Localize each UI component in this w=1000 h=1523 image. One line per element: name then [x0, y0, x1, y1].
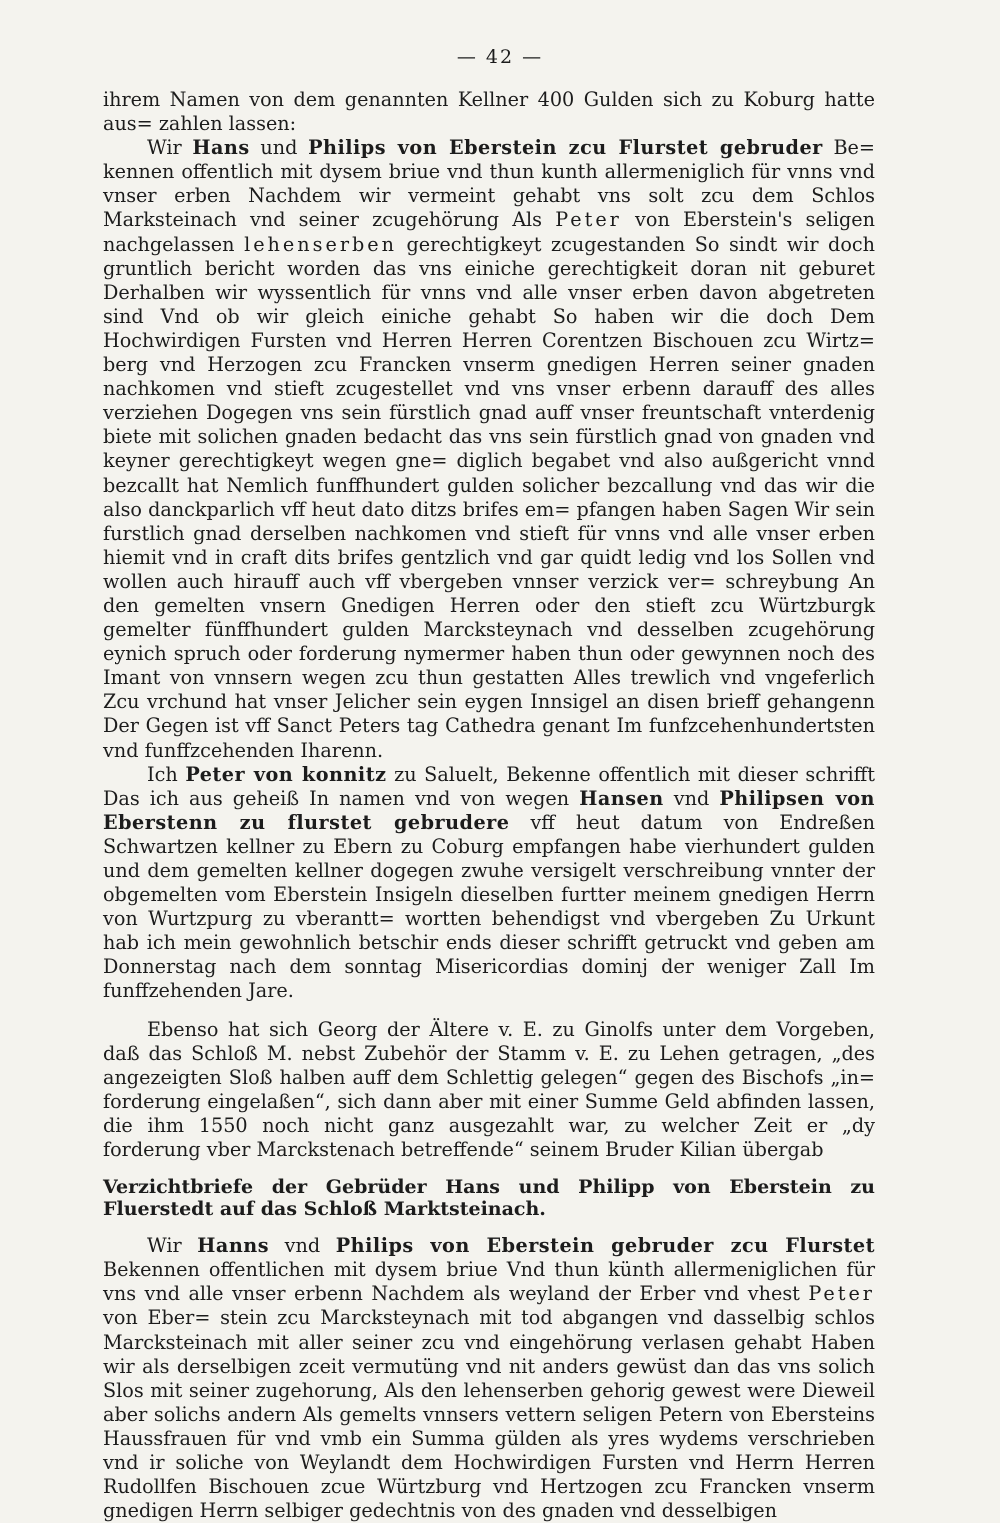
text-run: vnd [269, 1234, 336, 1258]
text-run: Ebenso hat sich Georg der Ältere v. E. zu Ginolfs unter dem Vorgeben, daß das Schloß M. nebst Zubehör der Stamm v. E. zu Lehen getragen, „des angezeigten Sloß halben auff dem Schlettig gelegen“ gegen des Bischofs „in= forderung eingelaßen“, sich dann aber mit einer Summe Geld abfinden lassen, die ihm 1550 noch nicht ganz ausgezahlt war, zu welcher Zeit er „dy forderung vber Marckstenach betreffende“ seinem Bruder Kilian übergab [103, 1017, 875, 1162]
spacer [103, 1004, 875, 1018]
paragraph [103, 763, 875, 1004]
text-run: ihrem Namen von dem genannten Kellner 400 Gulden sich zu Koburg hatte aus= zahlen lassen: [103, 88, 875, 136]
spacer [103, 1162, 875, 1176]
blackletter-name: Peter von konnitz [185, 762, 387, 786]
paragraph [103, 1234, 875, 1523]
paragraph [103, 136, 875, 762]
page-number: — 42 — [456, 46, 544, 68]
blackletter-name: Philipsen von Eberstenn zu flurstet gebrudere [103, 786, 875, 834]
paragraph [103, 88, 875, 136]
spaced-text: Peter [555, 208, 622, 232]
text-run: Wir [147, 136, 193, 160]
text-run: von Eberstein's seligen nachgelassen [103, 208, 875, 256]
blackletter-name: Philips von Eberstein zcu Flurstet gebruder [308, 136, 823, 160]
text-run: Ich [147, 762, 186, 786]
blackletter-name: Hanns [197, 1234, 270, 1258]
text-run: von Eber= stein zcu Marcksteynach mit tod abgangen vnd dasselbig schlos Marcksteinach mit aller seiner zcu vnd eingehörung verlasen gehabt Haben wir als derselbigen zceit vermutüng vnd nit anders gewüst dan das vns solich Slos mit seiner zugehorung, Als den lehenserben gehorig gewest were Dieweil aber solichs andern Als gemelts vnnsers vettern seligen Petern von Ebersteins Haussfrauen für vnd vmb ein Summa gülden als yres wydems verschrieben vnd ir soliche von Weylandt dem Hochwirdigen Fursten vnd Herrn Herren Rudollfen Bischouen zcue Würtzburg vnd Hertzogen zcu Francken vnserm gnedigen Herrn selbiger gedechtnis von des gnaden vnd desselbigen [103, 1306, 875, 1523]
text-run: zu Saluelt, Bekenne offentlich mit dieser schrifft Das ich aus geheiß In namen vnd von wegen [103, 762, 875, 810]
blackletter-name: Hansen [579, 786, 664, 810]
spacer [103, 1220, 875, 1234]
text-run: vnd [663, 786, 720, 810]
document-body [103, 88, 875, 1523]
text-run: gerechtigkeyt zcugestanden So sindt wir doch gruntlich bericht worden das vns einiche gerechtigkeit doran nit geburet Derhalben wir wyssentlich für vnns vnd alle vnser erben davon abgetreten sind Vnd ob wir gleich einiche gehabt So haben wir die doch Dem Hochwirdigen Fursten vnd Herren Herren Corentzen Bischouen zcu Wirtz= berg vnd Herzogen zcu Francken vnserm gnedigen Herren seiner gnaden nachkomen vnd stieft zcugestellet vnd vns vnser erbenn darauff des alles verziehen Dogegen vns sein fürstlich gnad auff vnser freuntschaft vnterdenig biete mit solichen gnaden bedacht das vns sein fürstlich gnad von gnaden vnd keyner gerechtigkeyt wegen gne= diglich begabet vnd also außgericht vnnd bezcallt hat Nemlich funffhundert gulden solicher bezcallung vnd das wir die also danckparlich vff heut dato ditzs brifes em= pfangen haben Sagen Wir sein furstlich gnad derselben nachkomen vnd stieft für vnns vnd alle vnser erben hiemit vnd in craft dits brifes gentzlich vnd gar quidt ledig vnd los Sollen vnd wollen auch hirauff auch vff vbergeben vnnser verzick ver= schreybung An den gemelten vnsern Gnedigen Herren oder den stieft zcu Würtzburgk gemelter fünffhundert gulden Marcksteynach vnd desselben zcugehörung eynich spruch oder forderung nymermer haben thun oder gewynnen noch des Imant von vnnsern wegen zcu thun gestatten Alles trewlich vnd vngeferlich Zcu vrchund hat vnser Jelicher sein eygen Innsigel an disen brieff gehangenn Der Gegen ist vff Sanct Peters tag Cathedra genant Im funfzcehenhundertsten vnd funffzcehenden Iharenn. [103, 232, 875, 762]
blackletter-name: Hans [192, 136, 250, 160]
spaced-text: lehenserben [244, 232, 397, 256]
section-heading [103, 1176, 875, 1220]
paragraph [103, 1018, 875, 1163]
text-run: und [249, 136, 309, 160]
text-run: Bekennen offentlichen mit dysem briue Vnd thun künth allermeniglichen für vns vnd alle vnser erbenn Nachdem als weyland der Erber vnd vhest [103, 1258, 875, 1306]
text-run: vff heut datum von Endreßen Schwartzen kellner zu Ebern zu Coburg empfangen habe vierhundert gulden und dem gemelten kellner dogegen zwuhe versigelt verschreibung vnnter der obgemelten vom Eberstein Insigeln dieselben furtter meinem gnedigen Herrn von Wurtzpurg zu vberantt= wortten behendigst vnd vbergeben Zu Urkunt hab ich mein gewohnlich betschir ends dieser schrifft getruckt vnd geben am Donnerstag nach dem sonntag Misericordias dominj der weniger Zall Im funffzehenden Jare. [103, 810, 876, 1003]
spaced-text: Peter [808, 1282, 875, 1306]
blackletter-name: Philips von Eberstein gebruder zcu Flurstet [335, 1234, 875, 1258]
text-run: Be= kennen offentlich mit dysem briue vnd thun kunth allermeniglich für vnns vnd vnser erben Nachdem wir vermeint gehabt vns solt zcu dem Schlos Marksteinach vnd seiner zcugehörung Als [103, 136, 875, 232]
text-run: Verzichtbriefe der Gebrüder Hans und Philipp von Eberstein zu Fluerstedt auf das Schloß Marktsteinach. [103, 1176, 875, 1221]
text-run: Wir [147, 1234, 198, 1258]
